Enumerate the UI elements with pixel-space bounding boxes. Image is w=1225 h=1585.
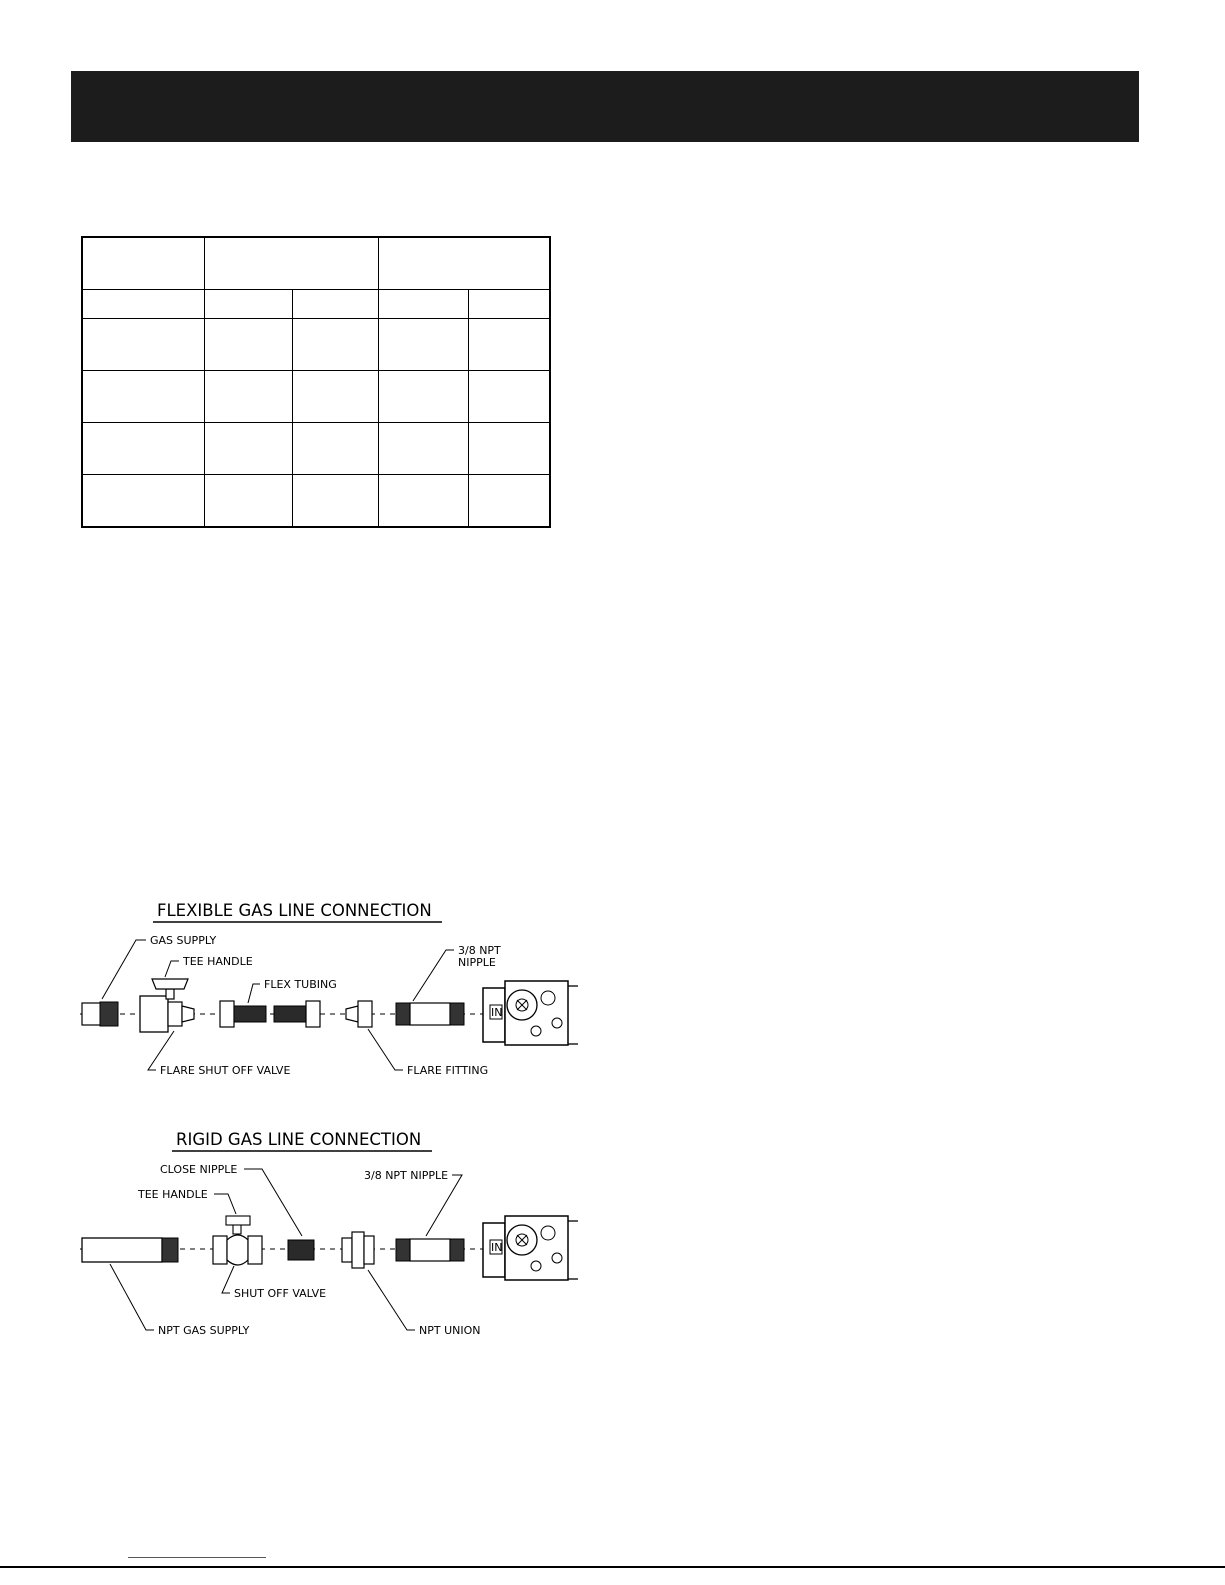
table-cell (205, 371, 293, 423)
tee-handle-icon (226, 1216, 250, 1225)
label-npt-union: NPT UNION (419, 1324, 481, 1337)
table-cell (293, 475, 379, 528)
flare-fitting (346, 1001, 372, 1027)
table-cell (469, 475, 551, 528)
label-close-nipple: CLOSE NIPPLE (160, 1163, 238, 1176)
table-cell (82, 371, 205, 423)
table-row (82, 319, 550, 371)
gas-supply-pipe (82, 1002, 118, 1026)
table-cell (379, 319, 469, 371)
label-gas-supply: GAS SUPPLY (150, 934, 217, 947)
footer-link-underline (128, 1557, 266, 1558)
shut-off-valve (213, 1216, 262, 1265)
inlet-mark: IN (491, 1241, 503, 1254)
gas-valve-body (483, 1216, 578, 1280)
npt-gas-supply-pipe (82, 1238, 178, 1262)
tee-handle-icon (152, 979, 188, 989)
close-nipple (288, 1240, 314, 1260)
table-header-row (82, 237, 550, 290)
label-flex-tubing: FLEX TUBING (264, 978, 337, 991)
flexible-diagram-title: FLEXIBLE GAS LINE CONNECTION (157, 901, 432, 920)
table-cell (82, 423, 205, 475)
flare-shut-off-valve (140, 979, 194, 1032)
table-cell (82, 475, 205, 528)
table-cell (469, 371, 551, 423)
table-cell (82, 319, 205, 371)
label-npt-nipple: 3/8 NPT NIPPLE (364, 1169, 449, 1182)
table-cell (379, 237, 551, 290)
label-flare-fitting: FLARE FITTING (407, 1064, 489, 1077)
table-cell (82, 237, 205, 290)
table-cell (293, 371, 379, 423)
table-cell (293, 319, 379, 371)
table-cell (379, 423, 469, 475)
table-row (82, 475, 550, 528)
gas-valve-body (483, 981, 578, 1045)
table-row (82, 371, 550, 423)
table-cell (469, 423, 551, 475)
inlet-mark: IN (491, 1006, 503, 1019)
table-cell (205, 237, 379, 290)
table-cell (205, 475, 293, 528)
rigid-gas-line-diagram (70, 1130, 580, 1345)
npt-union (342, 1232, 374, 1268)
label-flare-shut-off-valve: FLARE SHUT OFF VALVE (160, 1064, 291, 1077)
table-cell (293, 290, 379, 319)
table-cell (82, 290, 205, 319)
label-npt-gas-supply: NPT GAS SUPPLY (158, 1324, 250, 1337)
label-shut-off-valve: SHUT OFF VALVE (234, 1287, 327, 1300)
section-header-bar (71, 71, 1139, 142)
flexible-gas-line-diagram (70, 893, 580, 1093)
table-subheader-row (82, 290, 550, 319)
rigid-diagram-title: RIGID GAS LINE CONNECTION (176, 1130, 422, 1149)
table-cell (205, 319, 293, 371)
table-cell (379, 475, 469, 528)
table-cell (293, 423, 379, 475)
npt-nipple (396, 1003, 464, 1025)
gas-pipe-table (81, 236, 551, 528)
page-bottom-rule (0, 1566, 1225, 1568)
table-cell (205, 290, 293, 319)
table-cell (469, 319, 551, 371)
label-tee-handle: TEE HANDLE (183, 955, 253, 968)
table-cell (379, 371, 469, 423)
label-tee-handle: TEE HANDLE (138, 1188, 208, 1201)
table-cell (379, 290, 469, 319)
table-row (82, 423, 550, 475)
npt-nipple (396, 1239, 464, 1261)
table-cell (205, 423, 293, 475)
label-npt-nipple-line1: 3/8 NPT (458, 944, 501, 957)
label-npt-nipple-line2: NIPPLE (458, 956, 496, 969)
table-cell (469, 290, 551, 319)
